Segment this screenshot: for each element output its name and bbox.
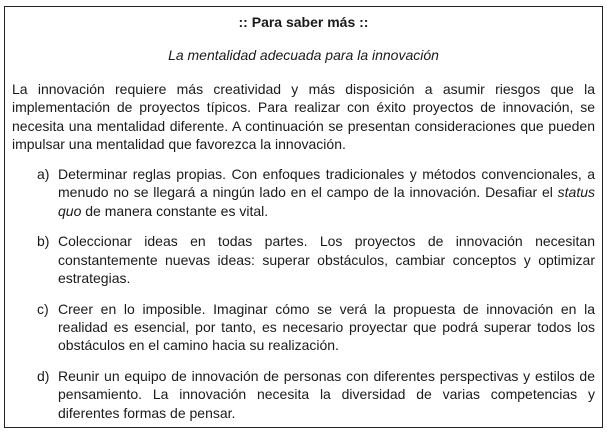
list-item-letter: a) — [37, 166, 50, 182]
list-item-text: Coleccionar ideas en todas partes. Los proyectos de innovación necesitan constantemente nuevas ideas: superar obstáculos, cambiar conceptos y optimizar estrategias. — [58, 233, 595, 286]
list-item-letter: b) — [37, 233, 50, 250]
considerations-list — [12, 165, 595, 435]
list-item-letter: c) — [37, 300, 49, 317]
box-subtitle: La mentalidad adecuada para la innovación — [168, 47, 439, 63]
intro-paragraph: La innovación requiere más creatividad y más disposición a asumir riesgos que la implementación de proyectos típicos. Para realizar con éxito proyectos de innovación, se necesita una mentalidad diferente. A continuación se presentan consideraciones que pueden impulsar una mentalidad que favorezca la innovación. — [12, 81, 595, 152]
list-item-emphasis: status quo — [58, 184, 595, 219]
box-title: :: Para saber más :: — [238, 14, 369, 30]
list-item-letter: d) — [37, 368, 50, 385]
list-item — [12, 367, 595, 422]
list-item-text — [58, 166, 595, 219]
list-item-text-part: de manera constante es vital. — [81, 202, 269, 219]
list-item-text: Reunir un equipo de innovación de personas con diferentes perspectivas y estilos de pensamiento. La innovación necesita la diversidad de varias competencias y diferentes formas de pensar. — [58, 368, 595, 421]
info-box — [4, 6, 603, 428]
list-item — [12, 165, 595, 220]
list-item-text-part: Determinar reglas propias. Con enfoques tradicionales y métodos convencionales, a menudo no se llegará a ningún lado en el campo de la innovación. Desafiar el — [58, 166, 595, 201]
list-item — [12, 300, 595, 355]
list-item-text: Creer en lo imposible. Imaginar cómo se verá la propuesta de innovación en la realidad es esencial, por tanto, es necesario proyectar que podrá superar todos los obstáculos en el camino hacia su realización. — [58, 300, 595, 354]
list-item — [12, 232, 595, 287]
